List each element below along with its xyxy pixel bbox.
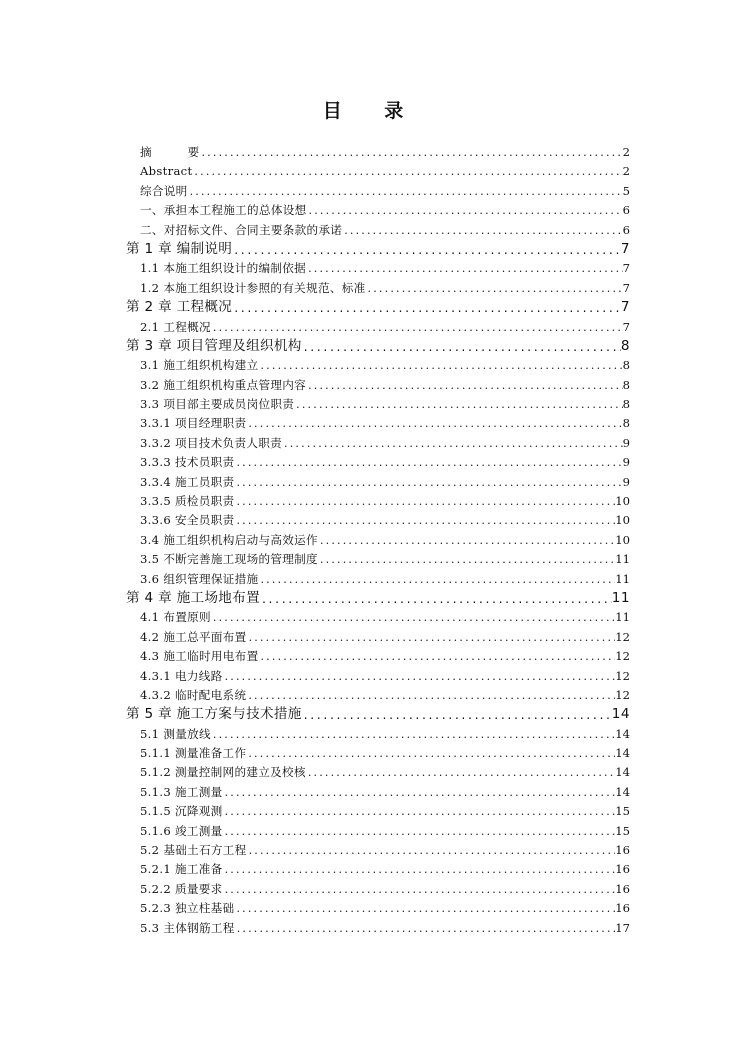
toc-entry-page-number: 9 [622, 474, 630, 489]
toc-entry[interactable] [126, 453, 630, 472]
toc-leader-dots [235, 919, 616, 938]
toc-entry-page-number: 8 [622, 397, 630, 412]
toc-entry-label: 3.3 项目部主要成员岗位职责 [140, 397, 295, 412]
toc-leader-dots [234, 899, 615, 918]
toc-entry-label: 第 1 章 编制说明 [126, 240, 233, 257]
toc-entry-page-number: 7 [622, 280, 630, 295]
toc-entry-page-number: 14 [615, 746, 630, 761]
toc-entry-page-number: 6 [622, 222, 630, 237]
toc-entry-label: 4.2 施工总平面布置 [140, 629, 247, 644]
toc-entry-label: 5.1.1 测量准备工作 [140, 746, 247, 761]
toc-entry-label: 5.2.1 施工准备 [140, 862, 223, 877]
toc-entry-label: 3.5 不断完善施工现场的管理制度 [140, 552, 318, 567]
toc-entry-label: 4.3.1 电力线路 [140, 668, 223, 683]
toc-leader-dots [232, 298, 621, 317]
toc-entry[interactable] [126, 725, 630, 744]
toc-entry-page-number: 14 [615, 784, 630, 799]
toc-entry-page-number: 16 [615, 881, 630, 896]
toc-entry-label: 5.1.5 沉降观测 [140, 804, 223, 819]
toc-entry-label: 二、对招标文件、合同主要条款的承诺 [140, 222, 343, 237]
toc-entry[interactable] [126, 667, 630, 686]
toc-entry[interactable] [126, 473, 630, 492]
toc-entry-label: 3.3.6 安全员职责 [140, 513, 235, 528]
toc-entry-label: 3.2 施工组织机构重点管理内容 [140, 377, 307, 392]
toc-leader-dots [247, 841, 616, 860]
toc-entry-label: 5.1.2 测量控制网的建立及校核 [140, 765, 306, 780]
toc-entry-label: 5.2.3 独立柱基础 [140, 901, 235, 916]
toc-leader-dots [234, 473, 622, 492]
toc-entry-page-number: 9 [622, 455, 630, 470]
toc-entry-page-number: 7 [622, 319, 630, 334]
toc-leader-dots [246, 414, 622, 433]
toc-leader-dots [246, 744, 615, 763]
toc-entry-page-number: 17 [615, 920, 630, 935]
toc-entry-label: 3.3.4 施工员职责 [140, 474, 235, 489]
toc-entry[interactable] [126, 570, 630, 589]
toc-entry-page-number: 12 [615, 629, 630, 644]
toc-chapter-entry[interactable] [126, 240, 630, 259]
toc-entry-label: 摘 要 [140, 144, 200, 159]
toc-entry-page-number: 7 [622, 261, 630, 276]
toc-title: 目 录 [322, 100, 422, 122]
toc-entry-label: 综合说明 [140, 183, 188, 198]
toc-entry[interactable] [126, 647, 630, 666]
toc-leader-dots [234, 453, 622, 472]
toc-leader-dots [234, 492, 615, 511]
toc-leader-dots [232, 240, 621, 259]
toc-leader-dots [223, 822, 616, 841]
toc-entry[interactable] [126, 744, 630, 763]
toc-entry[interactable] [126, 860, 630, 879]
toc-entry-label: 4.3.2 临时配电系统 [140, 687, 247, 702]
toc-entry[interactable] [126, 628, 630, 647]
toc-leader-dots [258, 356, 622, 375]
toc-entry[interactable] [126, 201, 630, 220]
toc-leader-dots [302, 705, 612, 724]
toc-entry[interactable] [126, 550, 630, 569]
toc-entry[interactable] [126, 434, 630, 453]
toc-leader-dots [258, 570, 615, 589]
toc-entry-label: 第 2 章 工程概况 [126, 299, 233, 316]
toc-entry-label: 3.4 施工组织机构启动与高效运作 [140, 532, 318, 547]
toc-leader-dots [192, 162, 622, 181]
toc-leader-dots [366, 279, 623, 298]
toc-entry-page-number: 16 [615, 862, 630, 877]
toc-entry-label: 5.1.6 竣工测量 [140, 823, 223, 838]
toc-entry-page-number: 11 [615, 552, 630, 567]
toc-entry-page-number: 8 [622, 358, 630, 373]
toc-entry-label: 5.2 基础土石方工程 [140, 843, 247, 858]
toc-entry[interactable] [126, 376, 630, 395]
toc-entry[interactable] [126, 764, 630, 783]
toc-entry-label: 5.2.2 质量要求 [140, 881, 223, 896]
toc-leader-dots [306, 376, 623, 395]
toc-leader-dots [223, 880, 616, 899]
toc-entry-page-number: 10 [615, 513, 630, 528]
toc-entry-page-number: 14 [615, 765, 630, 780]
toc-leader-dots [307, 201, 623, 220]
toc-entry-page-number: 2 [622, 144, 630, 159]
table-of-contents [126, 143, 630, 938]
toc-entry-label: 5.1 测量放线 [140, 726, 211, 741]
toc-chapter-entry[interactable] [126, 589, 630, 608]
toc-entry[interactable] [126, 686, 630, 705]
toc-entry-label: 3.3.1 项目经理职责 [140, 416, 247, 431]
toc-entry-label: Abstract [140, 164, 193, 179]
toc-entry-label: 3.1 施工组织机构建立 [140, 358, 259, 373]
toc-leader-dots [246, 686, 615, 705]
toc-entry-page-number: 12 [615, 668, 630, 683]
toc-entry[interactable] [126, 531, 630, 550]
toc-entry[interactable] [126, 822, 630, 841]
toc-leader-dots [342, 221, 622, 240]
toc-entry[interactable] [126, 221, 630, 240]
toc-entry-page-number: 12 [615, 649, 630, 664]
toc-entry-label: 5.1.3 施工测量 [140, 784, 223, 799]
toc-chapter-entry[interactable] [126, 337, 630, 356]
toc-entry-label: 第 3 章 项目管理及组织机构 [126, 337, 302, 354]
toc-entry-page-number: 12 [615, 687, 630, 702]
toc-entry[interactable] [126, 841, 630, 860]
toc-leader-dots [306, 764, 615, 783]
toc-entry-page-number: 7 [620, 299, 630, 316]
toc-entry-page-number: 14 [611, 706, 630, 723]
toc-leader-dots [318, 550, 615, 569]
toc-leader-dots [211, 608, 615, 627]
toc-entry[interactable] [126, 880, 630, 899]
toc-leader-dots [188, 182, 623, 201]
toc-entry-label: 3.6 组织管理保证措施 [140, 571, 259, 586]
toc-entry-page-number: 2 [622, 164, 630, 179]
toc-entry-page-number: 16 [615, 843, 630, 858]
toc-chapter-entry[interactable] [126, 705, 630, 724]
toc-entry-label: 3.3.5 质检员职责 [140, 494, 235, 509]
toc-entry[interactable] [126, 318, 630, 337]
toc-leader-dots [247, 628, 616, 647]
toc-entry[interactable] [126, 143, 630, 162]
toc-entry-label: 一、承担本工程施工的总体设想 [140, 203, 307, 218]
toc-entry[interactable] [126, 162, 630, 181]
toc-entry-label: 4.3 施工临时用电布置 [140, 649, 259, 664]
toc-leader-dots [258, 647, 615, 666]
toc-entry-page-number: 10 [615, 532, 630, 547]
toc-entry-label: 3.3.2 项目技术负责人职责 [140, 435, 283, 450]
toc-entry[interactable] [126, 259, 630, 278]
toc-entry[interactable] [126, 511, 630, 530]
toc-entry[interactable] [126, 608, 630, 627]
toc-leader-dots [223, 667, 616, 686]
toc-chapter-entry[interactable] [126, 298, 630, 317]
toc-entry-label: 4.1 布置原则 [140, 610, 211, 625]
toc-entry-page-number: 11 [615, 571, 630, 586]
toc-entry[interactable] [126, 783, 630, 802]
toc-entry-label: 1.2 本施工组织设计参照的有关规范、标准 [140, 280, 366, 295]
toc-leader-dots [282, 434, 623, 453]
toc-entry-label: 第 5 章 施工方案与技术措施 [126, 706, 302, 723]
toc-leader-dots [223, 860, 616, 879]
toc-entry-page-number: 14 [615, 726, 630, 741]
toc-entry-label: 第 4 章 施工场地布置 [126, 589, 260, 606]
toc-entry-page-number: 9 [622, 435, 630, 450]
toc-leader-dots [294, 395, 622, 414]
toc-entry-page-number: 11 [611, 589, 630, 606]
toc-entry-page-number: 7 [620, 240, 630, 257]
toc-entry-page-number: 15 [615, 823, 630, 838]
toc-leader-dots [234, 511, 615, 530]
toc-leader-dots [223, 783, 616, 802]
toc-entry-page-number: 11 [615, 610, 630, 625]
toc-leader-dots [211, 725, 615, 744]
toc-leader-dots [211, 318, 623, 337]
toc-leader-dots [223, 802, 616, 821]
toc-entry[interactable] [126, 356, 630, 375]
toc-entry[interactable] [126, 492, 630, 511]
toc-entry-page-number: 8 [620, 337, 630, 354]
toc-entry-label: 3.3.3 技术员职责 [140, 455, 235, 470]
toc-entry-page-number: 16 [615, 901, 630, 916]
toc-entry-label: 1.1 本施工组织设计的编制依据 [140, 261, 307, 276]
toc-leader-dots [199, 143, 622, 162]
toc-leader-dots [302, 337, 621, 356]
toc-entry[interactable] [126, 182, 630, 201]
toc-entry[interactable] [126, 395, 630, 414]
toc-entry[interactable] [126, 414, 630, 433]
toc-entry[interactable] [126, 899, 630, 918]
toc-leader-dots [306, 259, 623, 278]
toc-entry-label: 5.3 主体钢筋工程 [140, 920, 235, 935]
toc-entry[interactable] [126, 802, 630, 821]
toc-leader-dots [260, 589, 612, 608]
toc-leader-dots [318, 531, 615, 550]
toc-entry-page-number: 5 [622, 183, 630, 198]
toc-entry-page-number: 8 [622, 377, 630, 392]
toc-entry-page-number: 6 [622, 203, 630, 218]
toc-entry-label: 2.1 工程概况 [140, 319, 211, 334]
toc-entry[interactable] [126, 279, 630, 298]
toc-entry-page-number: 8 [622, 416, 630, 431]
toc-entry-page-number: 15 [615, 804, 630, 819]
toc-entry[interactable] [126, 919, 630, 938]
toc-entry-page-number: 10 [615, 494, 630, 509]
